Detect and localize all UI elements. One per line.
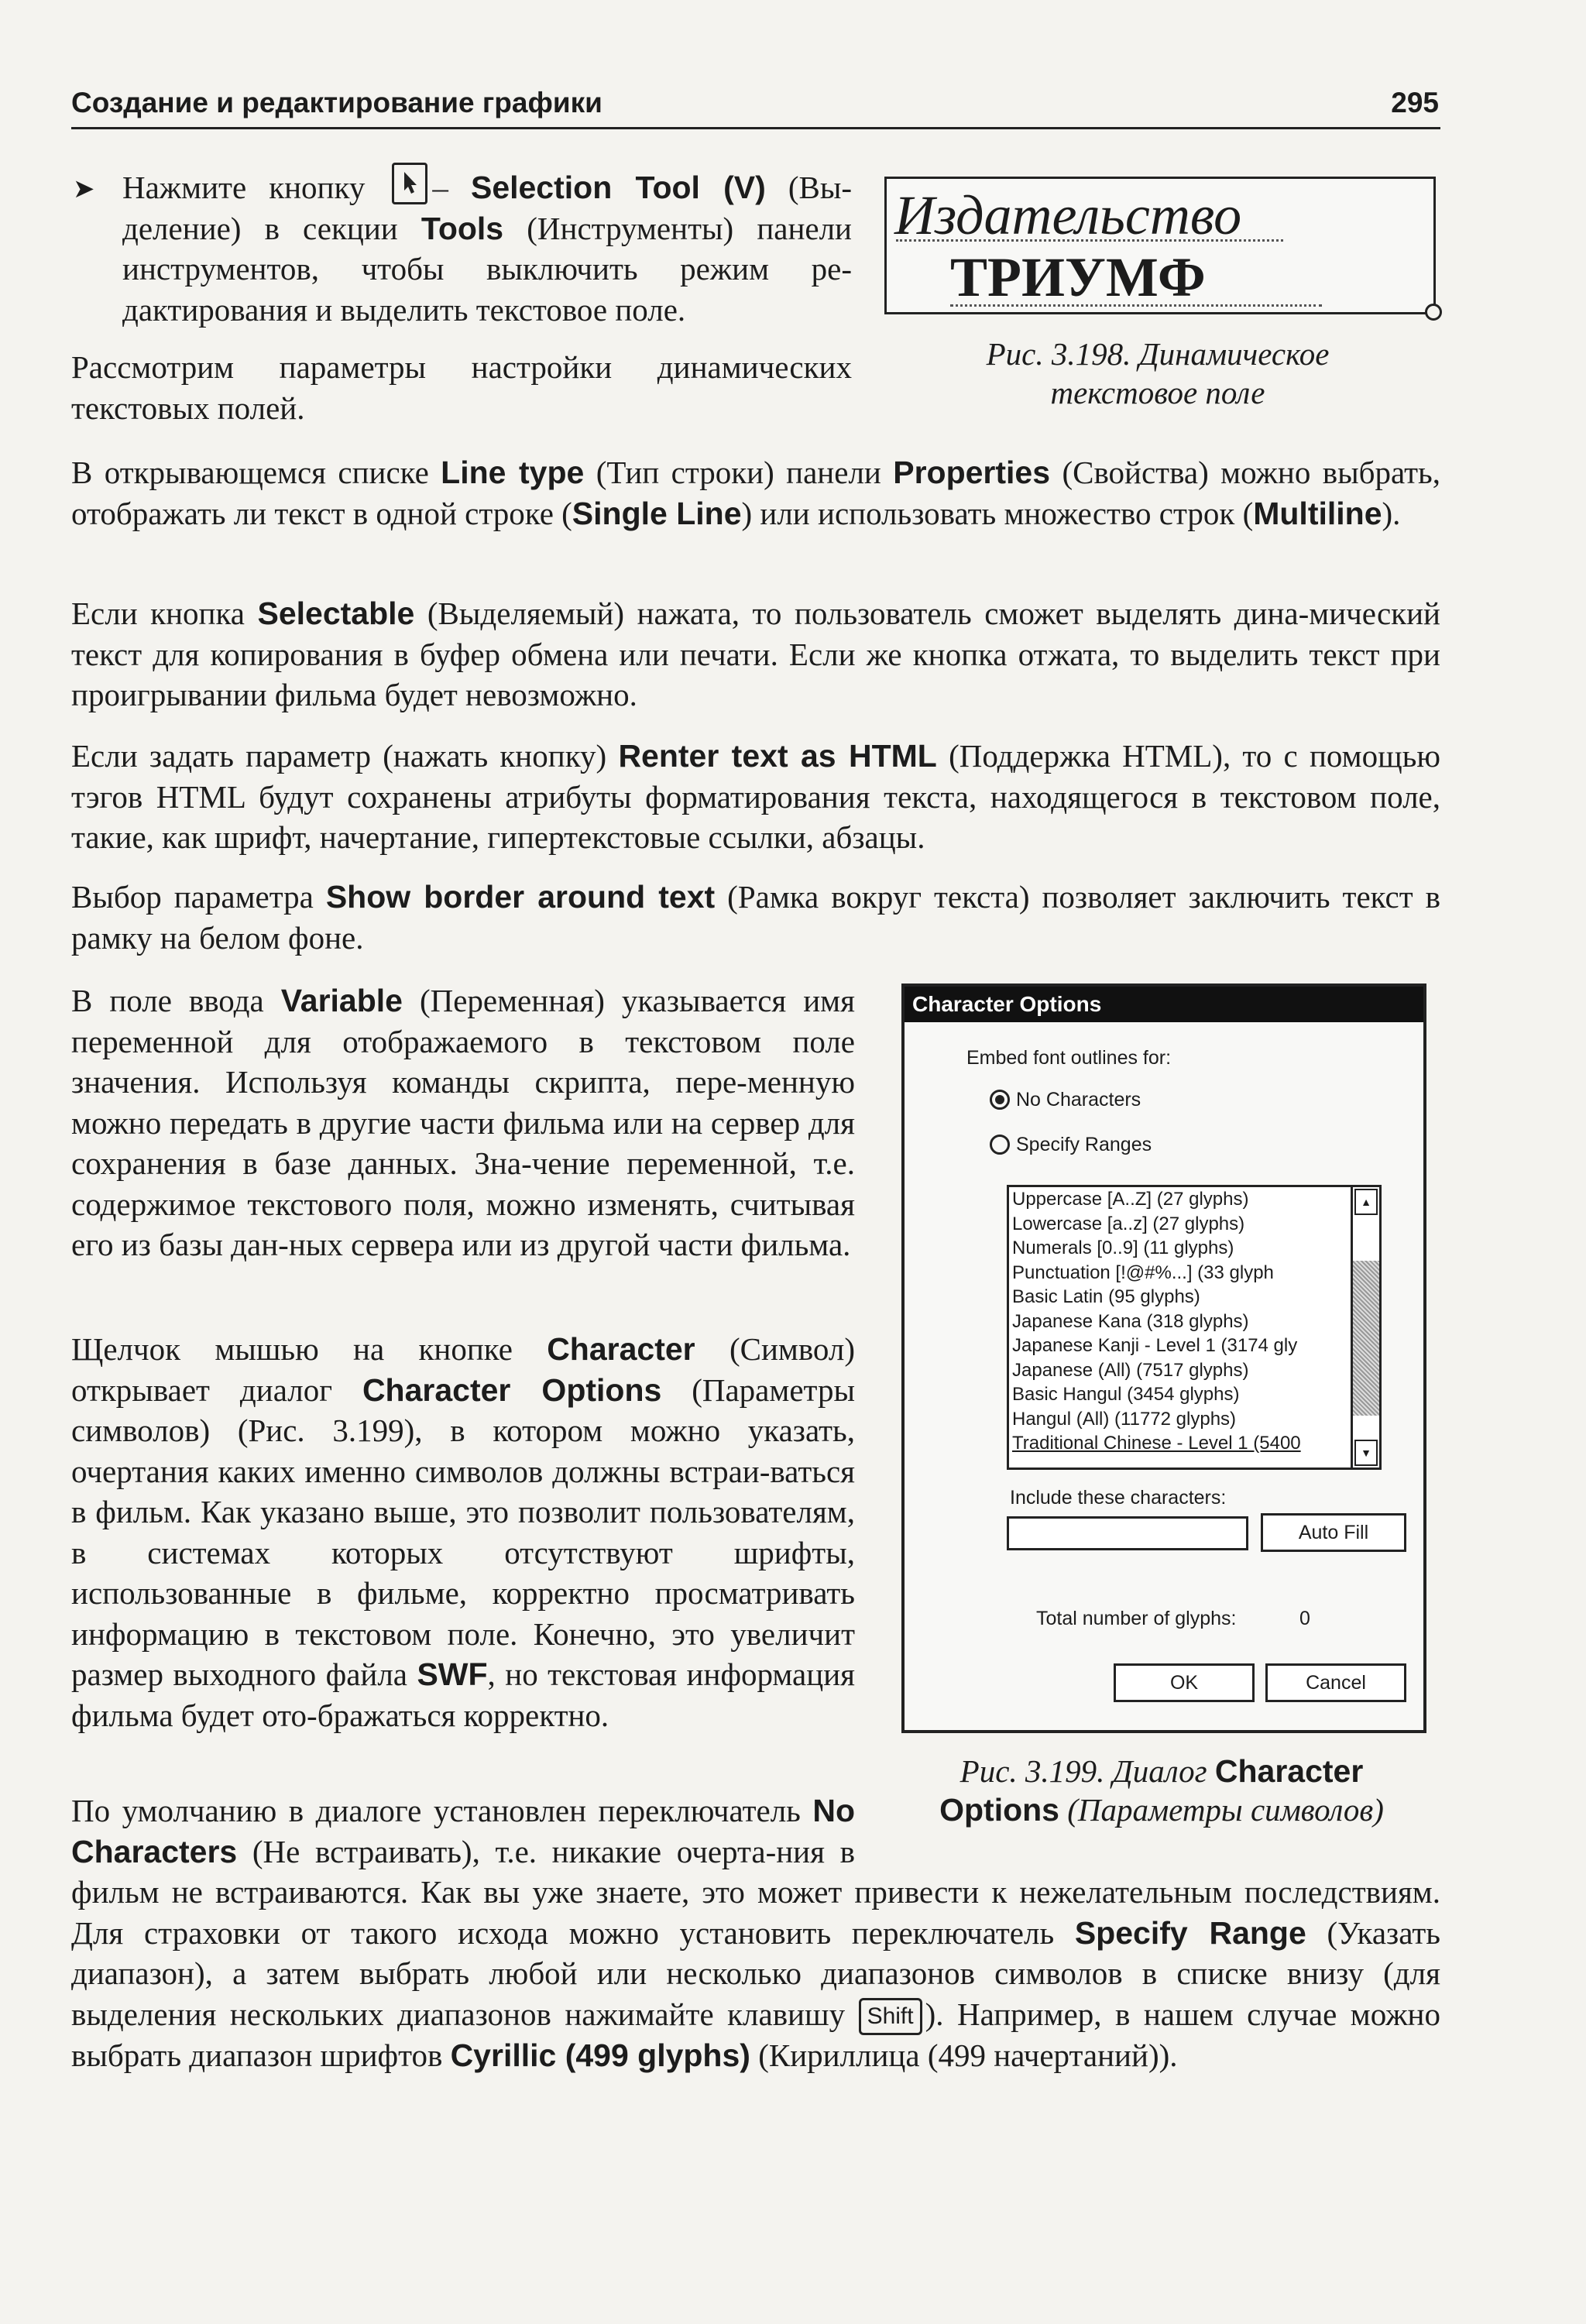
- html-paragraph: Если задать параметр (нажать кнопку) Renter text as HTML (Поддержка HTML), то с помощью тэгов HTML будут сохранены атрибуты форматирования текста, находящегося в текстовом поле, такие, как шрифт, начертание, гипертекстовые ссылки, абзацы.: [71, 738, 1440, 855]
- scroll-down-icon[interactable]: ▼: [1354, 1440, 1378, 1466]
- selection-tool-icon: [392, 163, 427, 204]
- list-item[interactable]: Traditional Chinese - Level 1 (5400: [1012, 1433, 1301, 1454]
- total-glyphs-value: 0: [1299, 1608, 1310, 1629]
- list-item[interactable]: Basic Hangul (3454 glyphs): [1012, 1384, 1240, 1405]
- radio-unselected-icon: [990, 1135, 1010, 1155]
- text-underline-dotted: [950, 304, 1322, 307]
- radio-specify-ranges[interactable]: [990, 1134, 1152, 1156]
- selectable-paragraph: Если кнопка Selectable (Выделяемый) нажата, то пользователь сможет выделять дина-мический текст для копирования в буфер обмена или печати. Если же кнопка отжата, то выделить текст при проигрывании фильма будет невозможно.: [71, 596, 1440, 712]
- list-item[interactable]: Numerals [0..9] (11 glyphs): [1012, 1238, 1234, 1258]
- page-number: 295: [1391, 87, 1439, 118]
- bullet-arrow-icon: ➤: [73, 174, 95, 204]
- list-scrollbar[interactable]: [1351, 1187, 1379, 1468]
- header-rule: [71, 127, 1440, 129]
- shift-key-icon: Shift: [859, 1998, 922, 2035]
- list-item[interactable]: Japanese (All) (7517 glyphs): [1012, 1359, 1249, 1381]
- scrollbar-thumb[interactable]: [1353, 1261, 1379, 1416]
- figure-199-caption-line2: Options (Параметры символов): [939, 1792, 1384, 1828]
- figure-198-caption: [884, 335, 1431, 412]
- list-item[interactable]: Japanese Kanji - Level 1 (3174 gly: [1012, 1335, 1298, 1356]
- include-label: Include these characters:: [1010, 1487, 1227, 1509]
- radio-no-characters[interactable]: [990, 1089, 1141, 1111]
- dialog-title-bar: Character Options: [905, 987, 1423, 1022]
- list-item[interactable]: Japanese Kana (318 glyphs): [1012, 1310, 1249, 1332]
- radio-specify-ranges-label: Specify Ranges: [1016, 1134, 1152, 1155]
- bullet-paragraph: Нажмите кнопку – Selection Tool (V) (Вы-деление) в секции Tools (Инструменты) панели инструментов, чтобы выключить режим ре-дактирования и выделить текстовое поле.: [122, 163, 852, 330]
- embed-label: Embed font outlines for:: [966, 1047, 1172, 1069]
- radio-selected-icon: [990, 1090, 1010, 1110]
- ok-button[interactable]: OK: [1114, 1663, 1255, 1702]
- character-ranges-list[interactable]: [1007, 1185, 1382, 1470]
- figure-198-caption-line1: Рис. 3.198. Динамическое: [986, 336, 1330, 372]
- list-item[interactable]: Punctuation [!@#%...] (33 glyph: [1012, 1262, 1274, 1283]
- dynamic-text-field-figure: [884, 177, 1436, 314]
- figure-198-line2: ТРИУМФ: [950, 246, 1206, 308]
- auto-fill-button[interactable]: Auto Fill: [1261, 1513, 1406, 1552]
- scroll-up-icon[interactable]: ▲: [1354, 1189, 1378, 1215]
- list-item[interactable]: Basic Latin (95 glyphs): [1012, 1286, 1200, 1307]
- list-item[interactable]: Uppercase [A..Z] (27 glyphs): [1012, 1189, 1249, 1210]
- float-spacer: [855, 1790, 1440, 1872]
- cancel-button[interactable]: Cancel: [1265, 1663, 1406, 1702]
- variable-paragraph: В поле ввода Variable (Переменная) указывается имя переменной для отображаемого в текстовом поле значения. Используя команды скрипта, пере-менную можно передать в другие части фильма или на сервер для сохранения в базе данных. Зна-чение переменной, т.е. содержимое текстового поля, можно изменять, считывая его из базы дан-ных сервера или из другой части фильма.: [71, 983, 855, 1262]
- text-underline-dotted: [896, 239, 1283, 242]
- include-characters-input[interactable]: [1007, 1516, 1248, 1550]
- resize-handle-icon: [1425, 304, 1442, 321]
- total-glyphs-label: Total number of glyphs:: [1036, 1608, 1237, 1629]
- figure-198-line1: Издательство: [894, 184, 1242, 246]
- list-item[interactable]: Lowercase [a..z] (27 glyphs): [1012, 1213, 1245, 1234]
- border-paragraph: Выбор параметра Show border around text (Рамка вокруг текста) позволяет заключить текст в рамку на белом фоне.: [71, 879, 1440, 956]
- radio-no-characters-label: No Characters: [1016, 1089, 1141, 1111]
- review-paragraph: Рассмотрим параметры настройки динамических текстовых полей.: [71, 349, 852, 426]
- page-header-title: Создание и редактирование графики: [71, 87, 602, 118]
- character-options-dialog: [901, 983, 1426, 1733]
- figure-198-caption-line2: текстовое поле: [1050, 375, 1265, 410]
- character-paragraph: Щелчок мышью на кнопке Character (Символ) открывает диалог Character Options (Параметры символов) (Рис. 3.199), в котором можно указать, очертания каких именно символов должны встраи-ваться в фильм. Как указано выше, это позволит пользователям, в системах которых отсутствуют шрифты, использованные в фильме, корректно просматривать информацию в текстовом поле. Конечно, это увеличит размер выходного файла SWF, но текстовая информация фильма будет ото-бражаться корректно.: [71, 1331, 855, 1733]
- default-paragraph: По умолчанию в диалоге установлен переключатель No Characters (Не встраивать), т.е. никакие очерта-ния в фильм не встраиваются. Как вы уже знаете, это может привести к нежелательным последствиям. Для страховки от такого исхода можно установить переключатель Specify Range (Указать диапазон), а затем выбрать любой или несколько диапазонов символов в списке внизу (для выделения нескольких диапазонов нажимайте клавишу Shift ). Например, в нашем случае можно выбрать диапазон шрифтов Cyrillic (499 glyphs) (Кириллица (499 начертаний)).: [71, 1790, 1440, 2075]
- figure-199-caption-line1: Рис. 3.199. Диалог Character: [959, 1753, 1364, 1789]
- linetype-paragraph: В открывающемся списке Line type (Тип строки) панели Properties (Свойства) можно выбрать, отображать ли текст в одной строке (Single Line) или использовать множество строк (Multiline).: [71, 455, 1440, 531]
- list-item[interactable]: Hangul (All) (11772 glyphs): [1012, 1408, 1237, 1430]
